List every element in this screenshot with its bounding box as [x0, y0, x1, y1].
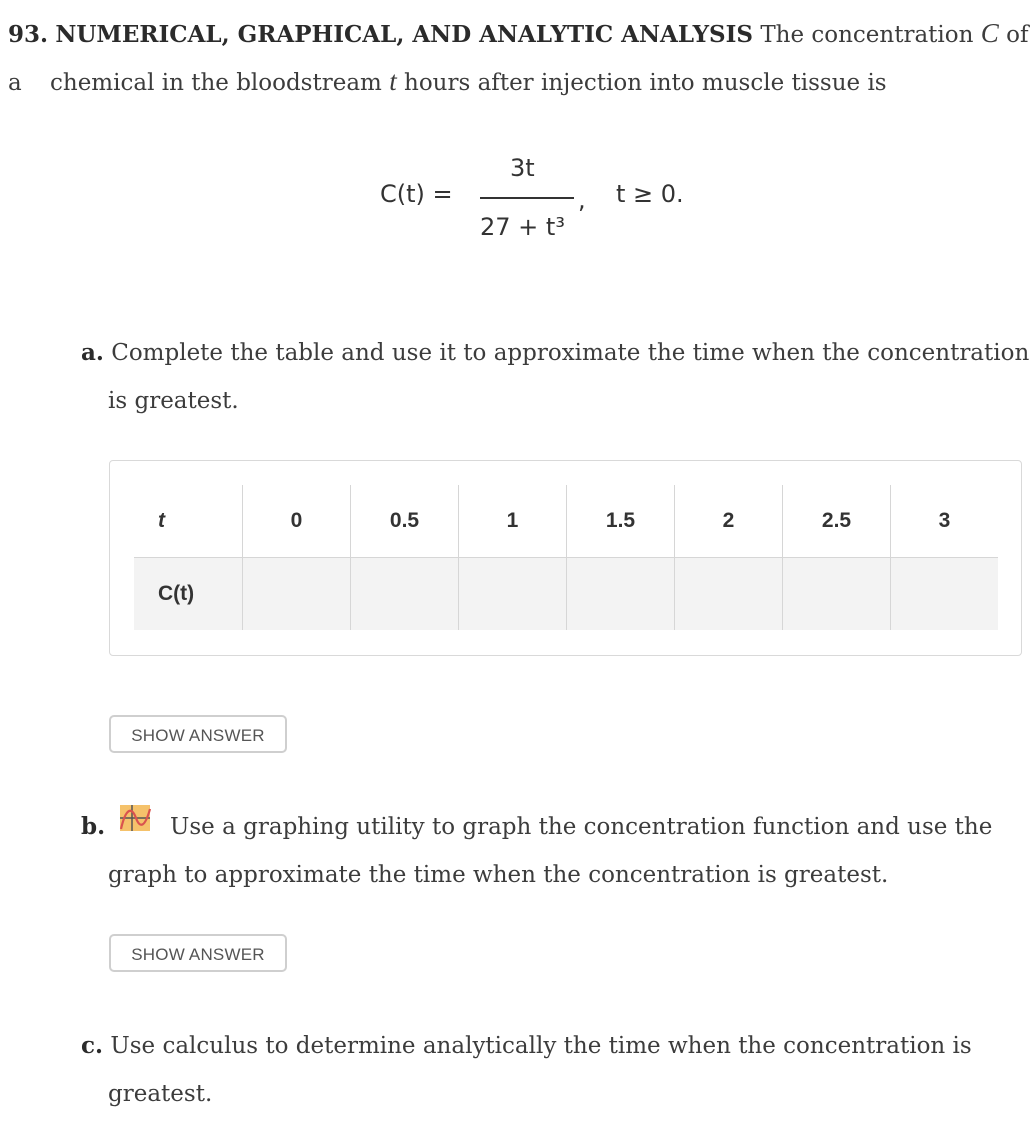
table-header-t: t [134, 485, 243, 558]
intro-text: The concentration [760, 22, 974, 48]
formula-condition: t ≥ 0. [616, 180, 684, 208]
table-row-t [134, 485, 998, 558]
intro-line2-end: hours after injection into muscle tissue is [404, 70, 887, 96]
part-c-line2: greatest. [108, 1081, 213, 1107]
show-answer-button-a[interactable]: SHOW ANSWER [109, 715, 287, 753]
table-cell-t: 2.5 [783, 485, 891, 558]
part-a-label: a. [81, 339, 104, 366]
intro-text-end: of a [8, 22, 1029, 96]
formula-numerator: 3t [510, 154, 535, 182]
table-cell-c-empty[interactable] [783, 558, 891, 631]
table-row-c [134, 558, 998, 631]
table-cell-t: 0 [243, 485, 351, 558]
formula-comma: , [578, 186, 586, 214]
show-answer-button-b[interactable]: SHOW ANSWER [109, 934, 287, 972]
graphing-utility-icon [118, 803, 152, 833]
var-c: C [980, 18, 999, 48]
table-cell-c-empty[interactable] [891, 558, 999, 631]
table-cell-t: 1 [459, 485, 567, 558]
formula-lhs: C(t) = [380, 180, 453, 208]
fraction-bar [480, 197, 574, 199]
part-c-text: Use calculus to determine analytically the time when the concentration is [110, 1033, 972, 1059]
intro-line2-text: chemical in the bloodstream [50, 70, 382, 96]
part-a-text: Complete the table and use it to approximate the time when the concentration [111, 340, 1030, 366]
table-cell-t: 1.5 [567, 485, 675, 558]
part-b-label: b. [81, 813, 106, 840]
problem-heading: NUMERICAL, GRAPHICAL, AND ANALYTIC ANALYSIS [55, 21, 753, 48]
part-b-line1 [81, 803, 105, 851]
table-cell-c-empty[interactable] [351, 558, 459, 631]
part-c-line1 [81, 1022, 972, 1070]
table-cell-t: 2 [675, 485, 783, 558]
part-b-text-line1: Use a graphing utility to graph the concentration function and use the [170, 814, 993, 840]
table-cell-c-empty[interactable] [459, 558, 567, 631]
table-header-c: C(t) [134, 558, 243, 631]
var-t: t [389, 66, 397, 96]
formula-denominator: 27 + t³ [480, 213, 565, 241]
part-c-label: c. [81, 1032, 104, 1059]
table-cell-c-empty[interactable] [567, 558, 675, 631]
part-a-line1 [81, 329, 1029, 377]
table-cell-t: 3 [891, 485, 999, 558]
table-cell-t: 0.5 [351, 485, 459, 558]
table-cell-c-empty[interactable] [243, 558, 351, 631]
part-b-line2: graph to approximate the time when the concentration is greatest. [108, 862, 889, 888]
problem-intro-line2 [50, 57, 887, 107]
values-table [134, 485, 998, 630]
table-cell-c-empty[interactable] [675, 558, 783, 631]
part-a-line2: is greatest. [108, 388, 239, 414]
problem-number: 93. [8, 21, 49, 48]
table-card [109, 460, 1022, 656]
concentration-formula [380, 150, 720, 250]
